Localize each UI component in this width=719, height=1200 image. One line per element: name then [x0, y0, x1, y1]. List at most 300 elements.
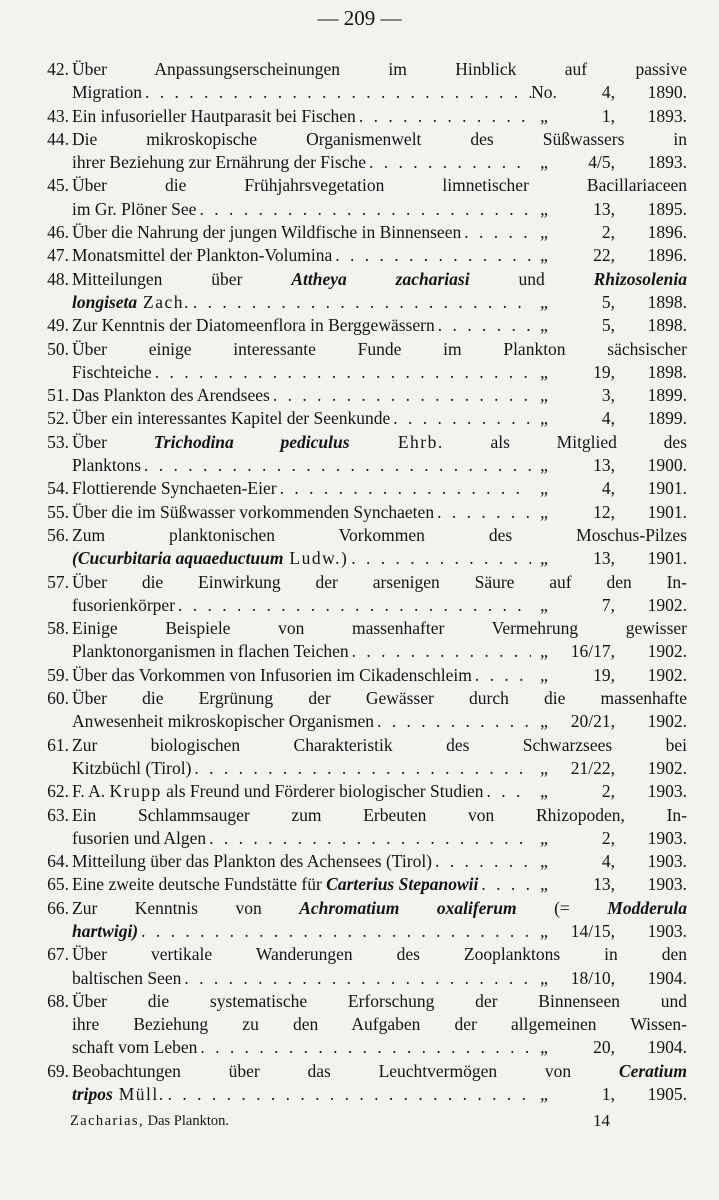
publication-year: 1898. — [647, 361, 687, 382]
entry-number: 68. — [47, 990, 69, 1011]
publication-year: 1903. — [647, 874, 687, 895]
entry-text-segment: Migration — [72, 82, 142, 103]
entry-number: 49. — [47, 315, 69, 336]
dot-leader — [184, 967, 531, 990]
entry-58 — [0, 617, 719, 664]
entry-text-segment: Ein infusorieller Hautparasit bei Fischen — [72, 105, 356, 126]
entry-number: 59. — [47, 664, 69, 685]
entry-line — [72, 780, 484, 803]
entry-52 — [0, 407, 719, 430]
signature-mark: 14 — [593, 1111, 610, 1130]
entry-line — [72, 594, 175, 617]
entry-text-segment: Über die Nahrung der jungen Wildfische in Binnenseen — [72, 222, 462, 243]
bibliography-list — [0, 58, 719, 1106]
issue-number: 7, — [601, 594, 615, 615]
dot-leader — [155, 361, 531, 384]
entry-line: Über vertikale Wanderungen des Zooplanktons in den — [72, 944, 687, 965]
entry-text-segment: fusorienkörper — [72, 594, 176, 615]
entry-text-segment: schaft vom Leben — [72, 1037, 198, 1058]
dot-leader — [199, 198, 531, 221]
publication-year: 1901. — [647, 501, 687, 522]
publication-year: 1902. — [647, 594, 687, 615]
entry-number: 69. — [47, 1060, 69, 1081]
entry-line — [72, 850, 432, 873]
issue-number: 18/10, — [570, 967, 615, 988]
dot-leader — [194, 757, 531, 780]
entry-text — [72, 105, 687, 128]
entry-text-segment: Ehrb. — [349, 431, 444, 452]
entry-line — [72, 920, 138, 943]
entry-text — [72, 780, 687, 803]
publication-year: 1898. — [647, 291, 687, 312]
issue-number: 14/15, — [570, 920, 615, 941]
entry-60 — [0, 687, 719, 734]
publication-year: 1899. — [647, 385, 687, 406]
entry-last-line — [72, 151, 687, 174]
species-name: hartwigi) — [72, 920, 139, 941]
entry-line: Über die Einwirkung der arsenigen Säure auf den In- — [72, 571, 687, 592]
species-name: Attheya zachariasi — [291, 268, 470, 289]
entry-last-line — [72, 221, 687, 244]
ditto-mark: „ — [540, 291, 548, 312]
dot-leader — [475, 664, 531, 687]
ditto-mark: „ — [540, 222, 548, 243]
entry-45 — [0, 174, 719, 221]
issue-number: 20/21, — [570, 711, 615, 732]
entry-number: 55. — [47, 501, 69, 522]
entry-text — [72, 244, 687, 267]
entry-line — [72, 431, 687, 454]
publication-year: 1901. — [647, 548, 687, 569]
entry-line — [72, 314, 435, 337]
entry-line — [72, 244, 332, 267]
entry-54 — [0, 477, 719, 500]
publication-year: 1903. — [647, 827, 687, 848]
ditto-mark: „ — [540, 594, 548, 615]
ditto-mark: „ — [540, 967, 548, 988]
entry-last-line — [72, 873, 687, 896]
ditto-mark: „ — [540, 1084, 548, 1105]
dot-leader — [464, 221, 531, 244]
issue-number: 1, — [601, 105, 615, 126]
entry-text-segment: Fischteiche — [72, 361, 152, 382]
entry-51 — [0, 384, 719, 407]
publication-year: 1898. — [647, 315, 687, 336]
entry-text — [72, 384, 687, 407]
publication-year: 1902. — [647, 664, 687, 685]
entry-line — [72, 1060, 687, 1083]
entry-number: 66. — [47, 897, 69, 918]
entry-text — [72, 501, 687, 524]
publication-year: 1904. — [647, 1037, 687, 1058]
entry-text — [72, 990, 687, 1060]
entry-44 — [0, 128, 719, 175]
publication-year: 1903. — [647, 851, 687, 872]
entry-last-line — [72, 827, 687, 850]
publication-year: 1904. — [647, 967, 687, 988]
entry-text-segment: Ludw.) — [283, 548, 349, 569]
entry-number: 42. — [47, 59, 69, 79]
entry-text-segment: Müll. — [112, 1084, 165, 1105]
dot-leader — [209, 827, 531, 850]
ditto-mark: „ — [540, 827, 548, 848]
entry-line — [72, 640, 349, 663]
publication-year: 1895. — [647, 198, 687, 219]
entry-text — [72, 687, 687, 734]
entry-number: 50. — [47, 338, 69, 359]
publication-year: 1901. — [647, 478, 687, 499]
ditto-mark: „ — [540, 874, 548, 895]
issue-number: 20, — [593, 1037, 615, 1058]
ditto-mark: „ — [540, 711, 548, 732]
entry-text-segment: Zur Kenntnis von — [72, 897, 300, 918]
entry-text — [72, 734, 687, 781]
dot-leader — [435, 850, 531, 873]
entry-line — [72, 454, 141, 477]
entry-text-segment: Planktons — [72, 455, 142, 476]
ditto-mark: „ — [540, 641, 548, 662]
entry-number: 56. — [47, 524, 69, 545]
entry-last-line — [72, 547, 687, 570]
entry-line: Über einige interessante Funde im Plankton sächsischer — [72, 338, 687, 359]
issue-number: 2, — [601, 781, 615, 802]
ditto-mark: „ — [540, 361, 548, 382]
entry-text-segment: Monatsmittel der Plankton-Volumina — [72, 245, 333, 266]
entry-last-line — [72, 640, 687, 663]
entry-text-segment: fusorien und Algen — [72, 827, 207, 848]
entry-last-line — [72, 407, 687, 430]
entry-last-line — [72, 967, 687, 990]
entry-64 — [0, 850, 719, 873]
entry-55 — [0, 501, 719, 524]
issue-number: 5, — [601, 315, 615, 336]
entry-59 — [0, 664, 719, 687]
entry-text-segment: Über ein interessantes Kapitel der Seenkunde — [72, 408, 391, 429]
entry-line — [72, 1083, 165, 1106]
entry-line — [72, 827, 206, 850]
issue-number: 2, — [601, 827, 615, 848]
entry-text-segment: als Mitglied des — [443, 431, 687, 452]
issue-number: 13, — [593, 874, 615, 895]
issue-number: 22, — [593, 245, 615, 266]
issue-number: 4/5, — [588, 152, 615, 173]
entry-line — [72, 105, 356, 128]
ditto-mark: „ — [540, 385, 548, 406]
issue-number: 5, — [601, 291, 615, 312]
entry-last-line — [72, 291, 687, 314]
entry-text-segment: baltischen Seen — [72, 967, 182, 988]
dot-leader — [351, 547, 531, 570]
entry-text-segment: Flottierende Synchaeten-Eier — [72, 478, 277, 499]
entry-last-line — [72, 1083, 687, 1106]
entry-number: 53. — [47, 431, 69, 452]
ditto-mark: „ — [540, 245, 548, 266]
dot-leader — [280, 477, 531, 500]
species-name: Rhizosolenia — [593, 268, 687, 289]
entry-text — [72, 338, 687, 385]
species-name: (Cucurbitaria aquaeductuum — [72, 548, 284, 569]
entry-number: 44. — [47, 128, 69, 149]
entry-number: 48. — [47, 268, 69, 289]
species-name: Ceratium — [618, 1060, 687, 1081]
ditto-mark: „ — [540, 548, 548, 569]
entry-text-segment: Über — [72, 431, 154, 452]
entry-text — [72, 1060, 687, 1107]
entry-47 — [0, 244, 719, 267]
entry-line — [72, 664, 472, 687]
entry-number: 57. — [47, 571, 69, 592]
dot-leader — [487, 780, 532, 803]
entry-46 — [0, 221, 719, 244]
publication-year: 1893. — [647, 152, 687, 173]
entry-last-line — [72, 454, 687, 477]
entry-last-line — [72, 780, 687, 803]
entry-text-segment: Über das Vorkommen von Infusorien im Cikadenschleim — [72, 664, 472, 685]
entry-text — [72, 407, 687, 430]
dot-leader — [141, 920, 531, 943]
issue-number: 4, — [601, 851, 615, 872]
entry-last-line — [72, 664, 687, 687]
entry-43 — [0, 105, 719, 128]
entry-line — [72, 873, 478, 896]
entry-line — [72, 501, 434, 524]
entry-number: 52. — [47, 408, 69, 429]
entry-63 — [0, 804, 719, 851]
entry-line — [72, 361, 152, 384]
entry-last-line — [72, 757, 687, 780]
entry-text — [72, 524, 687, 571]
ditto-mark: „ — [540, 478, 548, 499]
ditto-mark: „ — [540, 408, 548, 429]
entry-line: Zur biologischen Charakteristik des Schwarzsees bei — [72, 734, 687, 755]
entry-text — [72, 873, 687, 896]
entry-number: 64. — [47, 851, 69, 872]
entry-line — [72, 967, 181, 990]
ditto-mark: „ — [540, 315, 548, 336]
entry-text-segment: Anwesenheit mikroskopischer Organismen — [72, 711, 374, 732]
entry-last-line — [72, 198, 687, 221]
dot-leader — [369, 151, 531, 174]
species-name: Trichodina pediculus — [153, 431, 350, 452]
issue-number: 4, — [601, 82, 615, 103]
entry-text-segment: und — [469, 268, 594, 289]
dot-leader — [377, 710, 531, 733]
issue-number: 12, — [593, 501, 615, 522]
entry-text-segment: F. A. — [72, 781, 110, 802]
issue-number: 1, — [601, 1084, 615, 1105]
entry-text — [72, 804, 687, 851]
entry-text-segment: (= — [516, 897, 608, 918]
entry-line — [72, 221, 461, 244]
entry-48 — [0, 268, 719, 315]
entry-66 — [0, 897, 719, 944]
entry-number: 47. — [47, 245, 69, 266]
entry-line: Über die Ergrünung der Gewässer durch die massenhafte — [72, 688, 687, 709]
entry-text — [72, 850, 687, 873]
issue-number: 2, — [601, 222, 615, 243]
entry-text — [72, 174, 687, 221]
dot-leader — [359, 105, 531, 128]
entry-number: 45. — [47, 175, 69, 196]
publication-year: 1902. — [647, 711, 687, 732]
issue-number: 13, — [593, 548, 615, 569]
entry-last-line — [72, 501, 687, 524]
ditto-mark: „ — [540, 152, 548, 173]
dot-leader — [168, 1083, 531, 1106]
dot-leader — [335, 244, 531, 267]
entry-last-line — [72, 244, 687, 267]
entry-line — [72, 1036, 197, 1059]
publication-year: 1903. — [647, 781, 687, 802]
publication-year: 1893. — [647, 105, 687, 126]
entry-62 — [0, 780, 719, 803]
entry-line — [72, 710, 374, 733]
ditto-mark: „ — [540, 757, 548, 778]
issue-number: 4, — [601, 478, 615, 499]
entry-text-segment: Zach. — [137, 291, 190, 312]
entry-number: 60. — [47, 688, 69, 709]
entry-53 — [0, 431, 719, 478]
entry-text-segment: Krupp — [109, 781, 162, 802]
entry-last-line — [72, 105, 687, 128]
issue-number: 4, — [601, 408, 615, 429]
entry-number: 67. — [47, 944, 69, 965]
entry-last-line — [72, 384, 687, 407]
entry-text — [72, 314, 687, 337]
entry-last-line — [72, 850, 687, 873]
entry-number: 65. — [47, 874, 69, 895]
entry-text — [72, 268, 687, 315]
ditto-mark: „ — [540, 1037, 548, 1058]
species-name: tripos — [72, 1084, 113, 1105]
entry-text — [72, 617, 687, 664]
dot-leader — [144, 454, 531, 477]
entry-50 — [0, 338, 719, 385]
entry-text — [72, 431, 687, 478]
ditto-mark: „ — [540, 105, 548, 126]
entry-last-line — [72, 314, 687, 337]
entry-line: Zum planktonischen Vorkommen des Moschus-Pilzes — [72, 524, 687, 545]
entry-number: 62. — [47, 781, 69, 802]
publication-year: 1896. — [647, 222, 687, 243]
entry-text — [72, 897, 687, 944]
species-name: Achromatium oxaliferum — [299, 897, 517, 918]
publication-year: 1902. — [647, 757, 687, 778]
entry-42 — [0, 58, 719, 105]
entry-last-line — [72, 1036, 687, 1059]
ditto-mark: „ — [540, 920, 548, 941]
entry-last-line — [72, 710, 687, 733]
footer-title: Das Plankton. — [147, 1113, 229, 1129]
publication-year: 1890. — [647, 82, 687, 103]
entry-68 — [0, 990, 719, 1060]
entry-text-segment: Kitzbüchl (Tirol) — [72, 757, 192, 778]
ditto-mark: „ — [540, 455, 548, 476]
entry-line: Die mikroskopische Organismenwelt des Süßwassers in — [72, 128, 687, 149]
entry-line — [72, 151, 366, 174]
entry-61 — [0, 734, 719, 781]
publication-year: 1905. — [647, 1084, 687, 1105]
entry-number: 63. — [47, 804, 69, 825]
entry-line — [72, 477, 277, 500]
entry-text — [72, 571, 687, 618]
dot-leader — [178, 594, 531, 617]
entry-69 — [0, 1060, 719, 1107]
entry-last-line — [72, 920, 687, 943]
dot-leader — [193, 291, 531, 314]
entry-text-segment: ihrer Beziehung zur Ernährung der Fische — [72, 152, 366, 173]
entry-number: 43. — [47, 105, 69, 126]
entry-text-segment: als Freund und Förderer biologischer Studien — [161, 781, 484, 802]
entry-text-segment: Beobachtungen über das Leuchtvermögen von — [72, 1060, 619, 1081]
entry-line — [72, 268, 687, 291]
ditto-mark: „ — [540, 198, 548, 219]
publication-year: 1899. — [647, 408, 687, 429]
species-name: longiseta — [72, 291, 138, 312]
ditto-mark: „ — [540, 664, 548, 685]
entry-65 — [0, 873, 719, 896]
entry-number: 61. — [47, 734, 69, 755]
publication-year: 1900. — [647, 455, 687, 476]
ditto-mark: No. — [531, 82, 557, 103]
publication-year: 1903. — [647, 920, 687, 941]
issue-number: 13, — [593, 455, 615, 476]
entry-number: 54. — [47, 478, 69, 499]
entry-text-segment: Planktonorganismen in flachen Teichen — [72, 641, 349, 662]
page-footer — [70, 1113, 610, 1130]
dot-leader — [437, 501, 531, 524]
issue-number: 19, — [593, 361, 615, 382]
entry-line: Einige Beispiele von massenhafter Vermehrung gewisser — [72, 618, 687, 639]
entry-text-segment: Zur Kenntnis der Diatomeenflora in Berggewässern — [72, 315, 435, 336]
entry-text-segment: Mitteilungen über — [72, 268, 292, 289]
publication-year: 1902. — [647, 641, 687, 662]
entry-text-segment: Das Plankton des Arendsees — [72, 385, 270, 406]
issue-number: 19, — [593, 664, 615, 685]
entry-line — [72, 81, 142, 104]
entry-text-segment: im Gr. Plöner See — [72, 198, 197, 219]
publication-year: 1896. — [647, 245, 687, 266]
entry-line — [72, 198, 196, 221]
entry-text-segment: Eine zweite deutsche Fundstätte für — [72, 874, 327, 895]
issue-number: 3, — [601, 385, 615, 406]
ditto-mark: „ — [540, 501, 548, 522]
entry-text — [72, 58, 687, 105]
entry-line: ihre Beziehung zu den Aufgaben der allgemeinen Wissen- — [72, 1014, 687, 1035]
entry-line: Über die Frühjahrsvegetation limnetischer Bacillariaceen — [72, 175, 687, 196]
footer-author: Zacharias, — [70, 1113, 144, 1129]
dot-leader — [200, 1036, 531, 1059]
entry-last-line — [72, 594, 687, 617]
entry-last-line — [72, 361, 687, 384]
entry-line — [72, 291, 190, 314]
dot-leader — [481, 873, 531, 896]
dot-leader — [438, 314, 531, 337]
entry-text-segment: Über die im Süßwasser vorkommenden Synchaeten — [72, 501, 435, 522]
entry-text — [72, 128, 687, 175]
page-number: — 209 — — [317, 6, 402, 30]
entry-text — [72, 221, 687, 244]
species-name: Carterius Stepanowii — [326, 874, 479, 895]
ditto-mark: „ — [540, 851, 548, 872]
dot-leader — [273, 384, 531, 407]
entry-number: 51. — [47, 385, 69, 406]
entry-line: Über die systematische Erforschung der Binnenseen und — [72, 990, 687, 1011]
entry-49 — [0, 314, 719, 337]
issue-number: 21/22, — [570, 757, 615, 778]
entry-line — [72, 384, 270, 407]
entry-line — [72, 897, 687, 920]
